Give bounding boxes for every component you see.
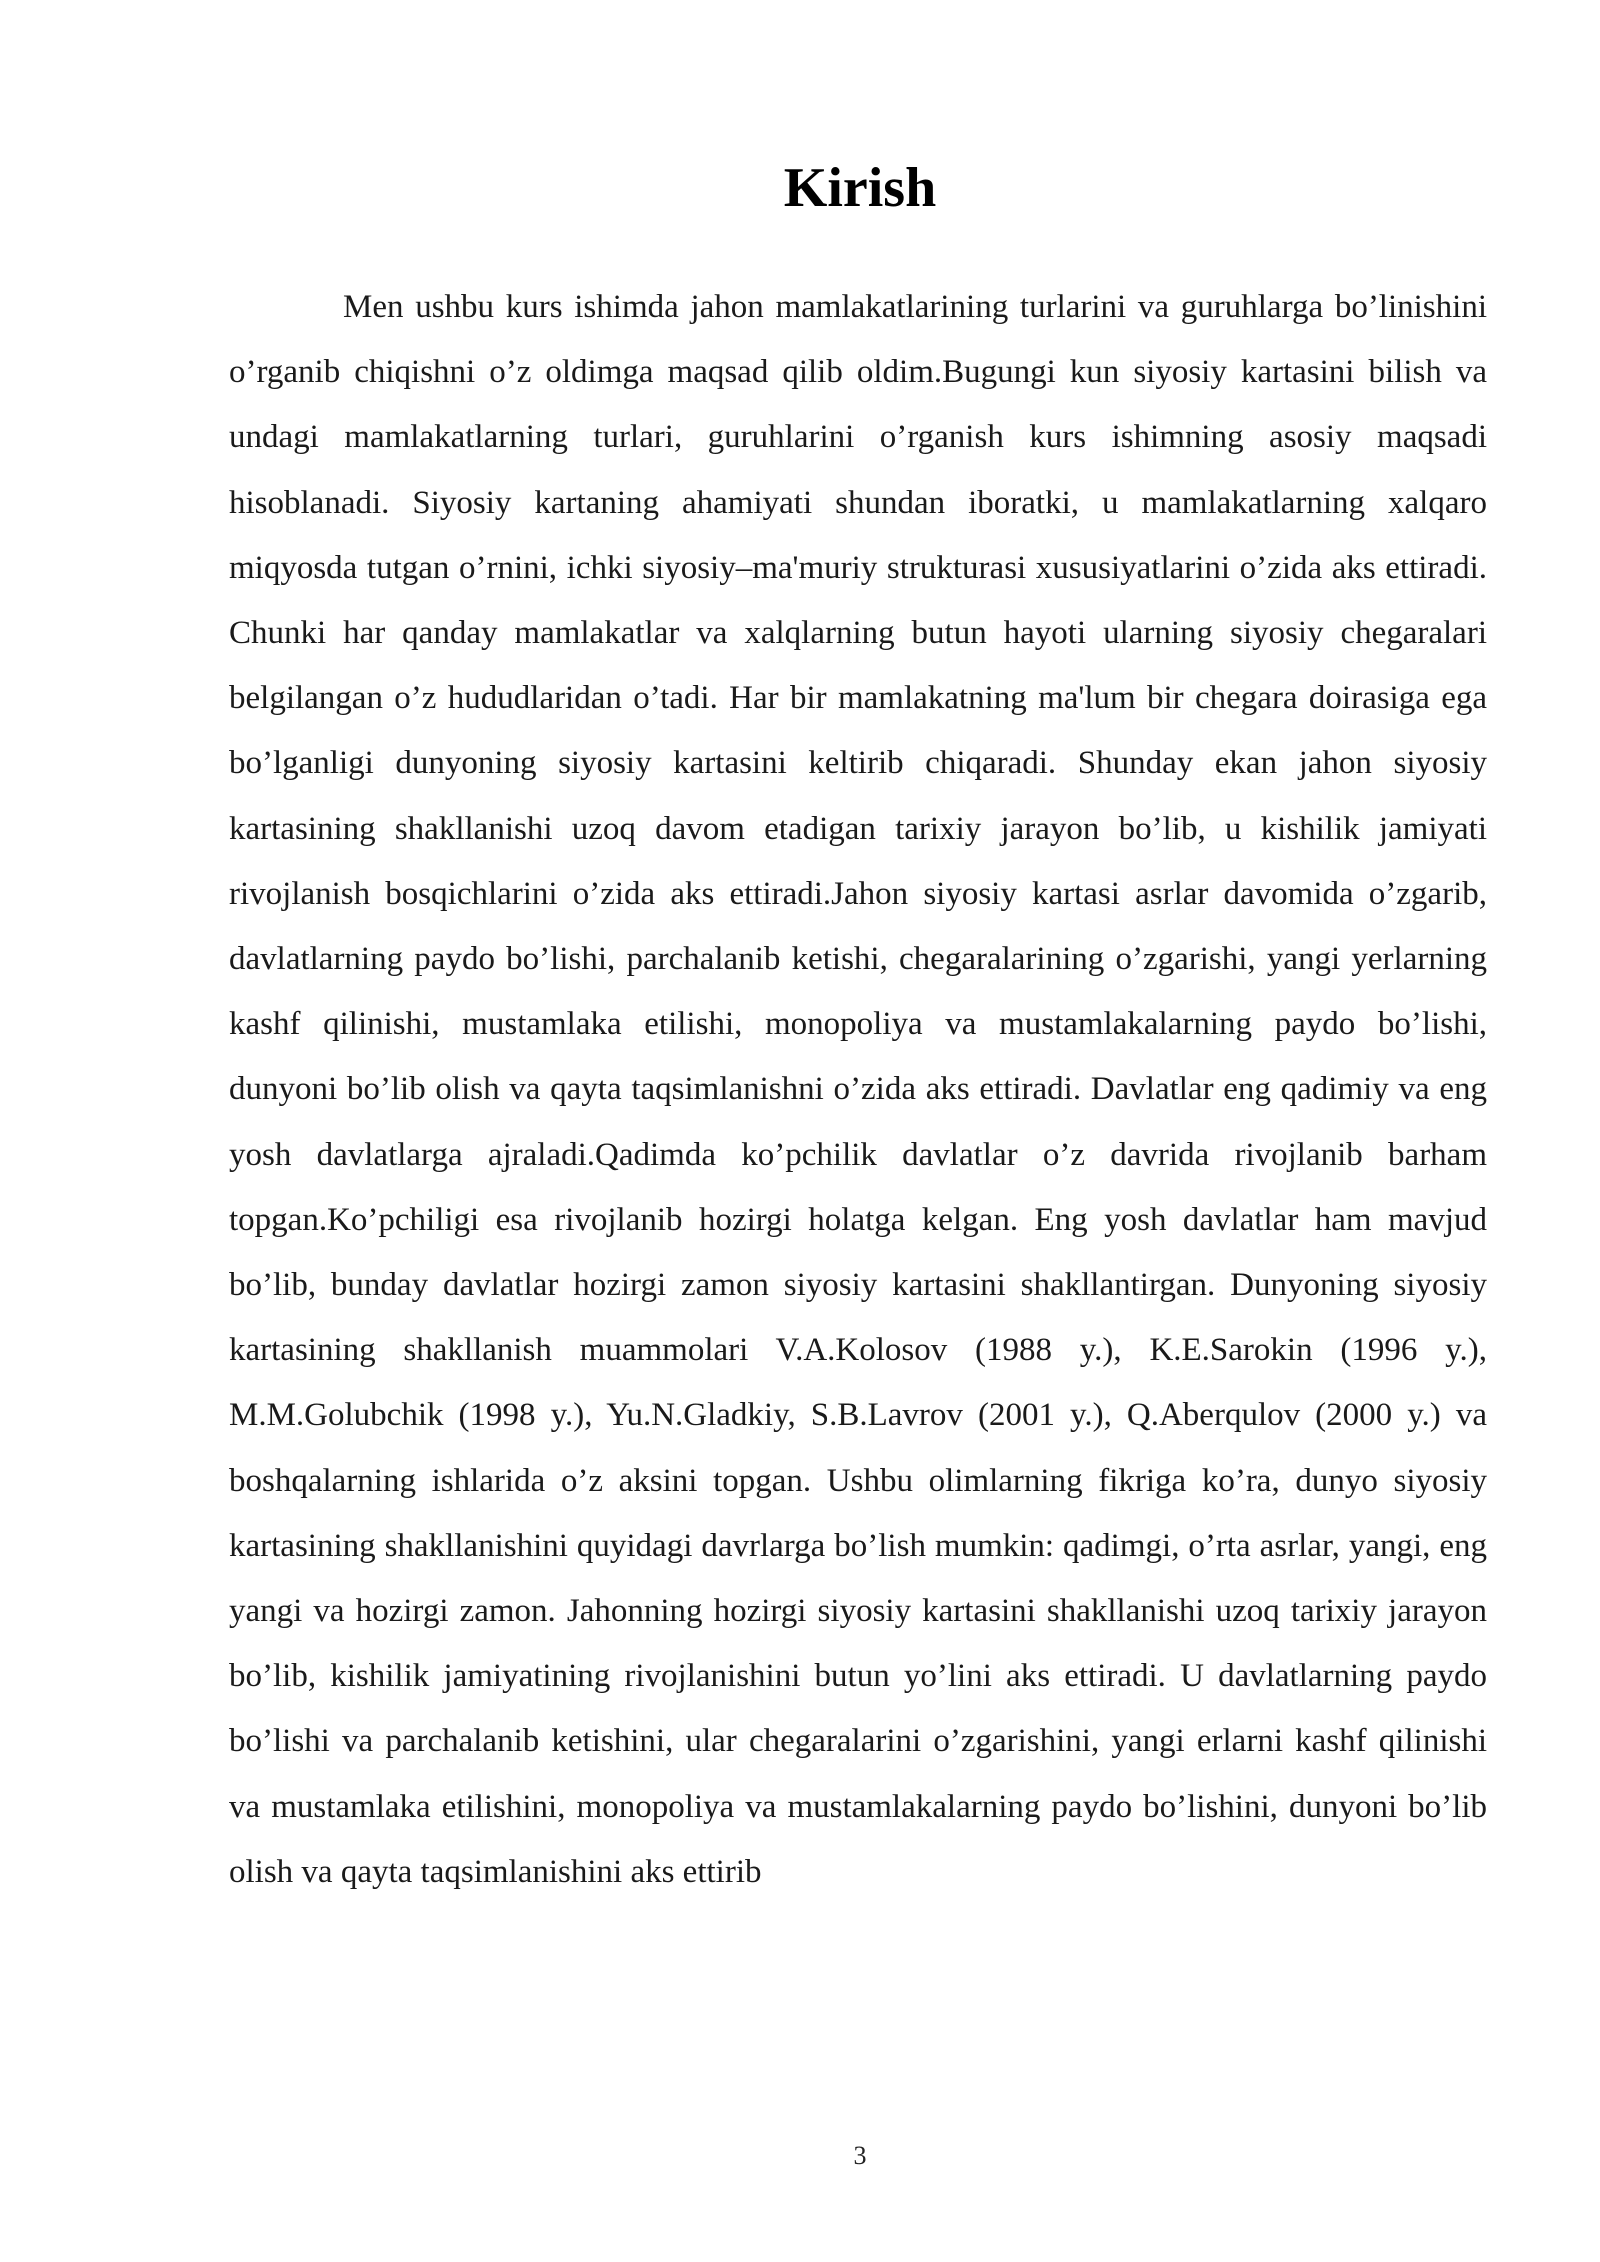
body-paragraph: Men ushbu kurs ishimda jahon mamlakatlarining turlarini va guruhlarga bo’linishini o’rganib chiqishni o’z oldimga maqsad qilib oldim.Bugungi kun siyosiy kartasini bilish va undagi mamlakatlarning turlari, guruhlarini o’rganish kurs ishimning asosiy maqsadi hisoblanadi. Siyosiy kartaning ahamiyati shundan iboratki, u mamlakatlarning xalqaro miqyosda tutgan o’rnini, ichki siyosiy–ma'muriy strukturasi xususiyatlarini o’zida aks ettiradi. Chunki har qanday mamlakatlar va xalqlarning butun hayoti ularning siyosiy chegaralari belgilangan o’z hududlaridan o’tadi. Har bir mamlakatning ma'lum bir chegara doirasiga ega bo’lganligi dunyoning siyosiy kartasini keltirib chiqaradi. Shunday ekan jahon siyosiy kartasining shakllanishi uzoq davom etadigan tarixiy jarayon bo’lib, u kishilik jamiyati rivojlanish bosqichlarini o’zida aks ettiradi.Jahon siyosiy kartasi asrlar davomida o’zgarib, davlatlarning paydo bo’lishi, parchalanib ketishi, chegaralarining o’zgarishi, yangi yerlarning kashf qilinishi, mustamlaka etilishi, monopoliya va mustamlakalarning paydo bo’lishi, dunyoni bo’lib olish va qayta taqsimlanishni o’zida aks ettiradi. Davlatlar eng qadimiy va eng yosh davlatlarga ajraladi.Qadimda ko’pchilik davlatlar o’z davrida rivojlanib barham topgan.Ko’pchiligi esa rivojlanib hozirgi holatga kelgan. Eng yosh davlatlar ham mavjud bo’lib, bunday davlatlar hozirgi zamon siyosiy kartasini shakllantirgan. Dunyoning siyosiy kartasining shakllanish muammolari V.A.Kolosov (1988 y.), K.E.Sarokin (1996 y.), M.M.Golubchik (1998 y.), Yu.N.Gladkiy, S.B.Lavrov (2001 y.), Q.Aberqulov (2000 y.) va boshqalarning ishlarida o’z aksini topgan. Ushbu olimlarning fikriga ko’ra, dunyo siyosiy kartasining shakllanishini quyidagi davrlarga bo’lish mumkin: qadimgi, o’rta asrlar, yangi, eng yangi va hozirgi zamon. Jahonning hozirgi siyosiy kartasini shakllanishi uzoq tarixiy jarayon bo’lib, kishilik jamiyatining rivojlanishini butun yo’lini aks ettiradi. U davlatlarning paydo bo’lishi va parchalanib ketishini, ular chegaralarini o’zgarishini, yangi erlarni kashf qilinishi va mustamlaka etilishini, monopoliya va mustamlakalarning paydo bo’lishini, dunyoni bo’lib olish va qayta taqsimlanishini aks ettirib [229, 289, 1487, 1890]
page-title: Kirish [783, 157, 937, 219]
page-number: 3 [853, 2141, 867, 2170]
